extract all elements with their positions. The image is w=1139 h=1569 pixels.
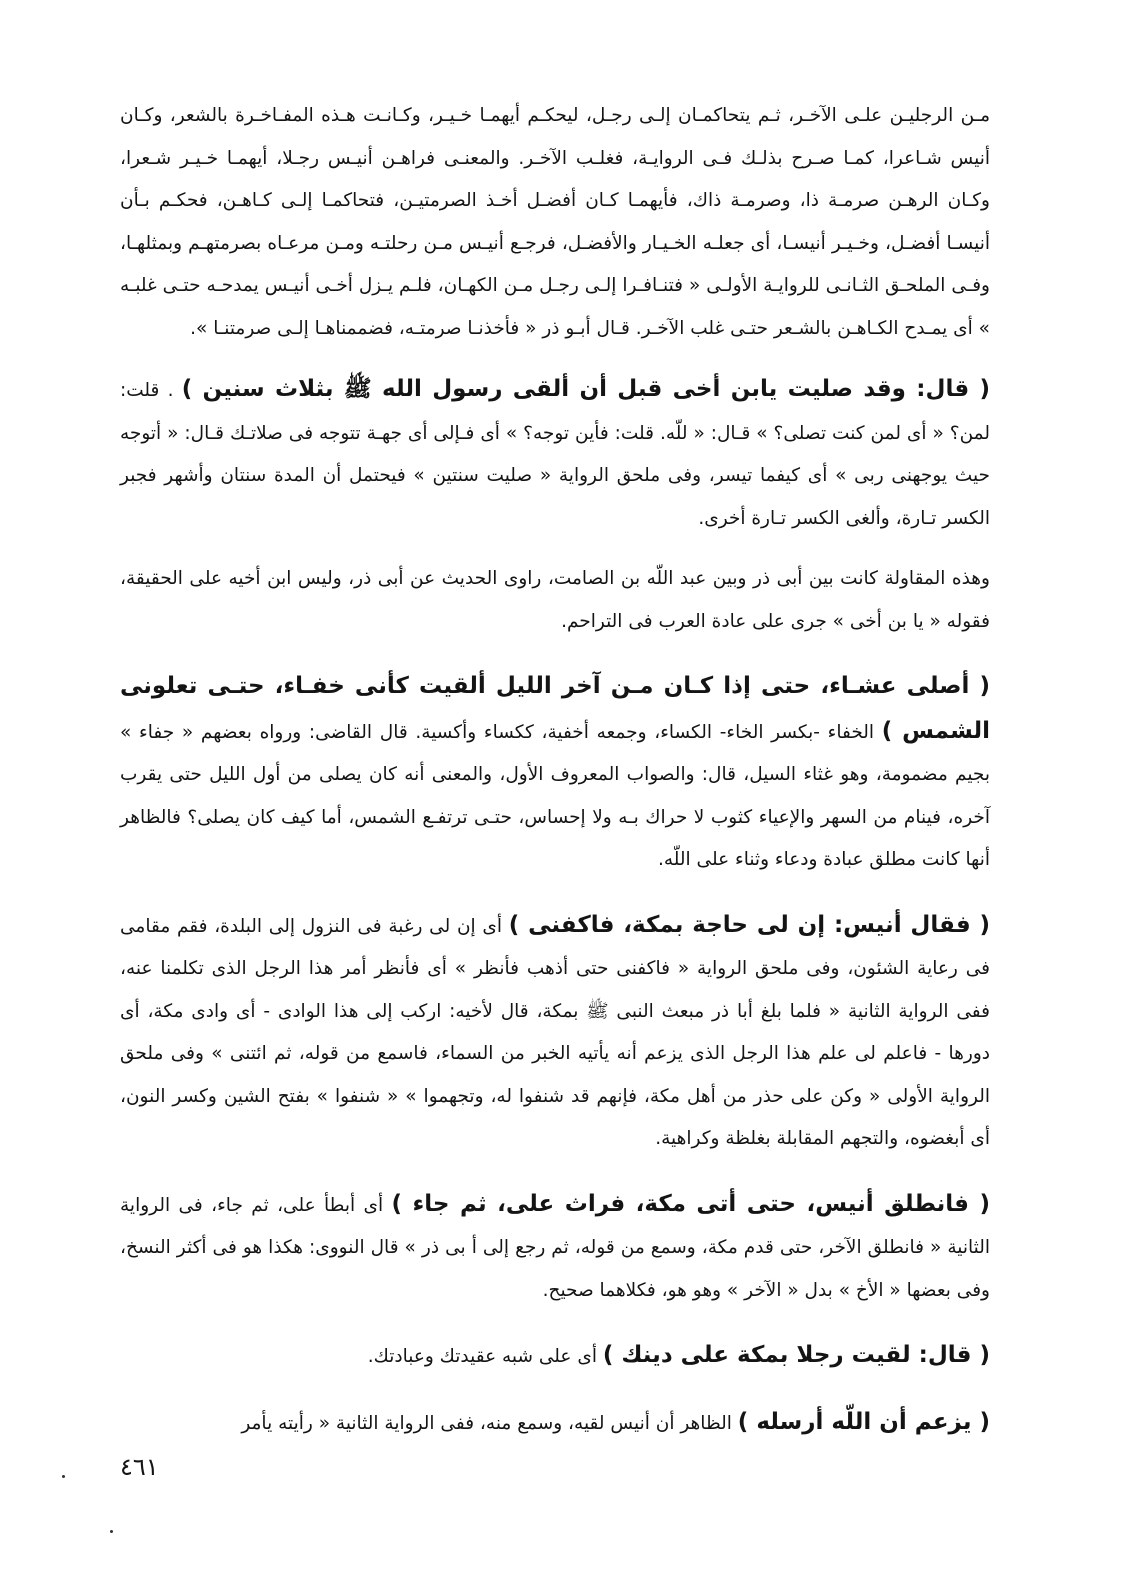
commentary-paragraph [120,1334,990,1379]
hadith-lemma: ( فقال أنيس: إن لى حاجة بمكة، فاكفنى ) [508,911,990,938]
paragraph-text: مـن الرجليـن علـى الآخـر، ثـم يتحاكمـان إلـى رجـل، ليحكـم أيهمـا خـيـر، وكـانـت هـذه المفـاخـرة بالشعر، وكـان أنيس شـاعرا، كمـا صـرح بذلـك فـى الروايـة، فغلـب الآخـر. والمعنـى فراهـن أنيـس رجـلا، أيهمـا خـيـر شـعرا، وكـان الرهـن صرمـة ذا، وصرمـة ذاك، فأيهمـا كـان أفضـل أخـذ الصرمتيـن، فتحاكمـا إلـى كـاهـن، فحكـم بـأن أنيسـا أفضـل، وخـيـر أنيسـا، أى جعلـه الخـيـار والأفضـل، فرجـع أنيـس مـن رحلتـه ومـن مرعـاه بصرمتهـم وبمثلهـا، وفـى الملحـق الثـانـى للروايـة الأولـى « فتنـافـرا إلـى رجـل مـن الكهـان، فلـم يـزل أخـى أنيـس يمدحـه حتـى غلبـه » أى يمـدح الكـاهـن بالشـعر حتـى غلب الآخـر. قـال أبـو ذر « فأخذنـا صرمتـه، فضممناهـا إلـى صرمتنـا ». [120,105,990,339]
paragraph [120,558,990,643]
paragraph-text: أى أبطأ على، ثم جاء، فى الرواية الثانية « فانطلق الآخر، حتى قدم مكة، وسمع من قوله، ثم رجع إلى أ بى ذر » قال النووى: هكذا هو فى أكثر النسخ، وفى بعضها « الأخ » بدل « الآخر » وهو هو، فكلاهما صحيح. [120,1194,990,1301]
paragraph-text: الخفاء -بكسر الخاء- الكساء، وجمعه أخفية، ككساء وأكسية. قال القاضى: ورواه بعضهم « جفاء » بجيم مضمومة، وهو غثاء السيل، قال: والصواب المعروف الأول، والمعنى أنه كان يصلى من أول الليل حتى يقرب آخره، فينام من السهر والإعياء كثوب لا حراك بـه ولا إحساس، حتـى ترتفـع الشمس، أما كيف كان يصلى؟ فالظاهر أنها كانت مطلق عبادة ودعاء وثناء على اللّه. [120,721,990,870]
paragraph-text: الظاهر أن أنيس لقيه، وسمع منه، ففى الرواية الثانية « رأيته يأمر [241,1412,732,1434]
paragraph-text: أى على شبه عقيدتك وعبادتك. [367,1346,597,1367]
paragraph-text: . قلت: لمن؟ « أى لمن كنت تصلى؟ » قـال: « للّه. قلت: فأين توجه؟ » أى فـإلى أى جهـة تتوجه فى صلاتـك قـال: « أتوجه حيث يوجهنى ربى » أى كيفما تيسر، وفى ملحق الرواية « صليت سنتين » فيحتمل أن المدة سنتان وأشهر فجبر الكسر تـارة، وألغى الكسر تـارة أخرى. [120,380,990,529]
paragraph-text: أى إن لى رغبة فى النزول إلى البلدة، فقم مقامى فى رعاية الشئون، وفى ملحق الرواية « فاكفنى حتى أذهب فأنظر » أى فأنظر أمر هذا الرجل الذى تكلمنا عنه، ففى الرواية الثانية « فلما بلغ أبا ذر مبعث النبى ﷺ بمكة، قال لأخيه: اركب إلى هذا الوادى - أى وادى مكة، أى دورها - فاعلم لى علم هذا الرجل الذى يزعم أنه يأتيه الخبر من السماء، فاسمع من قوله، ثم ائتنى » وفى ملحق الرواية الأولى « وكن على حذر من أهل مكة، فإنهم قد شنفوا له، وتجهموا » « شنفوا » بفتح الشين وكسر النون، أى أبغضوه، والتجهم المقابلة بغلظة وكراهية. [120,915,990,1149]
commentary-paragraph [120,904,990,1161]
commentary-paragraph [120,665,990,882]
hadith-lemma: ( أصلى عشـاء، حتى إذا كـان مـن آخر الليل ألقيت كأنى خفـاء، حتـى تعلونى الشمس ) [120,673,990,744]
document-page [120,95,990,1445]
hadith-lemma: ( يزعم أن اللّه أرسله ) [737,1408,990,1435]
commentary-paragraph [120,368,990,540]
paragraph [120,95,990,350]
commentary-paragraph [120,1401,990,1446]
hadith-lemma: ( فانطلق أنيس، حتى أتى مكة، فراث على، ثم جاء ) [391,1190,990,1217]
paragraph-text: وهذه المقاولة كانت بين أبى ذر وبين عبد اللّه بن الصامت، راوى الحديث عن أبى ذر، وليس ابن أخيه على الحقيقة، فقوله « يا بن أخى » جرى على عادة العرب فى التراحم. [120,568,990,632]
scan-speck [110,1530,113,1533]
scan-speck [62,1475,65,1478]
hadith-lemma: ( قال: لقيت رجلا بمكة على دينك ) [602,1342,990,1368]
commentary-paragraph [120,1183,990,1313]
page-number: ٤٦١ [120,1453,159,1481]
hadith-lemma: ( قال: وقد صليت يابن أخى قبل أن ألقى رسول الله ﷺ بثلاث سنين ) [181,376,990,402]
